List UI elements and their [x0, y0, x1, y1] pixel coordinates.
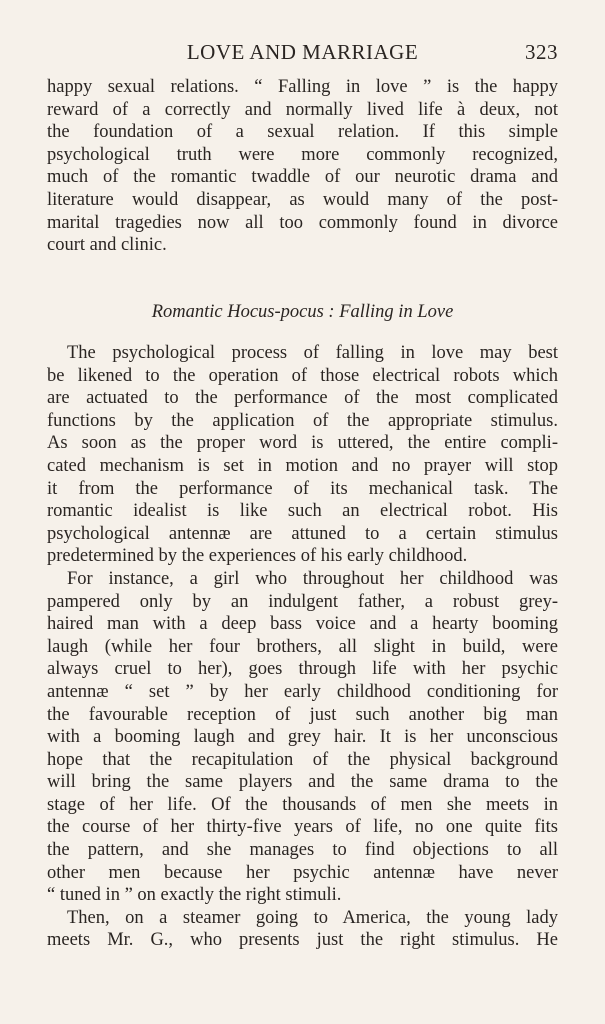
- paragraph-line: pampered only by an indulgent father, a robust grey-: [47, 591, 558, 612]
- paragraph-line: the course of her thirty-five years of life, no one quite fits: [47, 817, 558, 838]
- paragraph-line: meets Mr. G., who presents just the right stimulus. He: [47, 930, 558, 951]
- paragraph-line: the foundation of a sexual relation. If this simple: [47, 122, 558, 143]
- paragraph-line: marital tragedies now all too commonly found in divorce: [47, 212, 558, 233]
- paragraph-line: other men because her psychic antennæ have never: [47, 862, 558, 883]
- paragraph-line: haired man with a deep bass voice and a hearty booming: [47, 614, 558, 635]
- paragraph-line: happy sexual relations. “ Falling in love ” is the happy: [47, 77, 558, 97]
- running-title: LOVE AND MARRIAGE: [186, 40, 419, 64]
- paragraph-line: hope that the recapitulation of the physical background: [47, 749, 558, 770]
- paragraph-line: literature would disappear, as would many of the post-: [47, 189, 558, 210]
- paragraph-4: [47, 907, 558, 952]
- paragraph-line: romantic idealist is like such an electrical robot. His: [47, 501, 558, 522]
- paragraph-line: be likened to the operation of those electrical robots which: [47, 365, 558, 386]
- paragraph-line: it from the performance of its mechanical task. The: [47, 478, 558, 499]
- paragraph-line: antennæ “ set ” by her early childhood conditioning for: [47, 681, 558, 702]
- paragraph-line: functions by the application of the appropriate stimulus.: [47, 410, 558, 431]
- paragraph-1: [47, 76, 558, 257]
- paragraph-line: “ tuned in ” on exactly the right stimuli.: [47, 885, 342, 906]
- paragraph-3: [47, 568, 558, 907]
- paragraph-line: Then, on a steamer going to America, the young lady: [67, 907, 558, 928]
- paragraph-line: the pattern, and she manages to find objections to all: [47, 840, 558, 861]
- paragraph-line: laugh (while her four brothers, all slight in build, were: [47, 636, 558, 657]
- paragraph-line: reward of a correctly and normally lived life à deux, not: [47, 99, 558, 120]
- paragraph-line: the favourable reception of just such another big man: [47, 704, 558, 725]
- paragraph-2: [47, 342, 558, 568]
- paragraph-line: predetermined by the experiences of his early childhood.: [47, 546, 468, 567]
- running-head: [47, 40, 558, 68]
- paragraph-line: psychological truth were more commonly recognized,: [47, 144, 558, 165]
- paragraph-line: stage of her life. Of the thousands of men she meets in: [47, 794, 558, 815]
- paragraph-line: much of the romantic twaddle of our neurotic drama and: [47, 167, 558, 188]
- body-text: [47, 342, 558, 952]
- paragraph-line: with a booming laugh and grey hair. It is her unconscious: [47, 727, 558, 748]
- page-number: 323: [525, 40, 558, 64]
- paragraph-line: As soon as the proper word is uttered, the entire compli-: [47, 433, 558, 454]
- section-heading: Romantic Hocus-pocus : Falling in Love: [151, 302, 454, 322]
- paragraph-line: For instance, a girl who throughout her childhood was: [67, 568, 558, 589]
- paragraph-line: will bring the same players and the same drama to the: [47, 772, 558, 793]
- paragraph-line: court and clinic.: [47, 235, 167, 256]
- paragraph-line: psychological antennæ are attuned to a certain stimulus: [47, 523, 558, 544]
- paragraph-line: cated mechanism is set in motion and no prayer will stop: [47, 455, 558, 476]
- paragraph-line: always cruel to her), goes through life with her psychic: [47, 659, 558, 680]
- paragraph-line: The psychological process of falling in love may best: [67, 343, 558, 363]
- paragraph-line: are actuated to the performance of the most complicated: [47, 388, 558, 409]
